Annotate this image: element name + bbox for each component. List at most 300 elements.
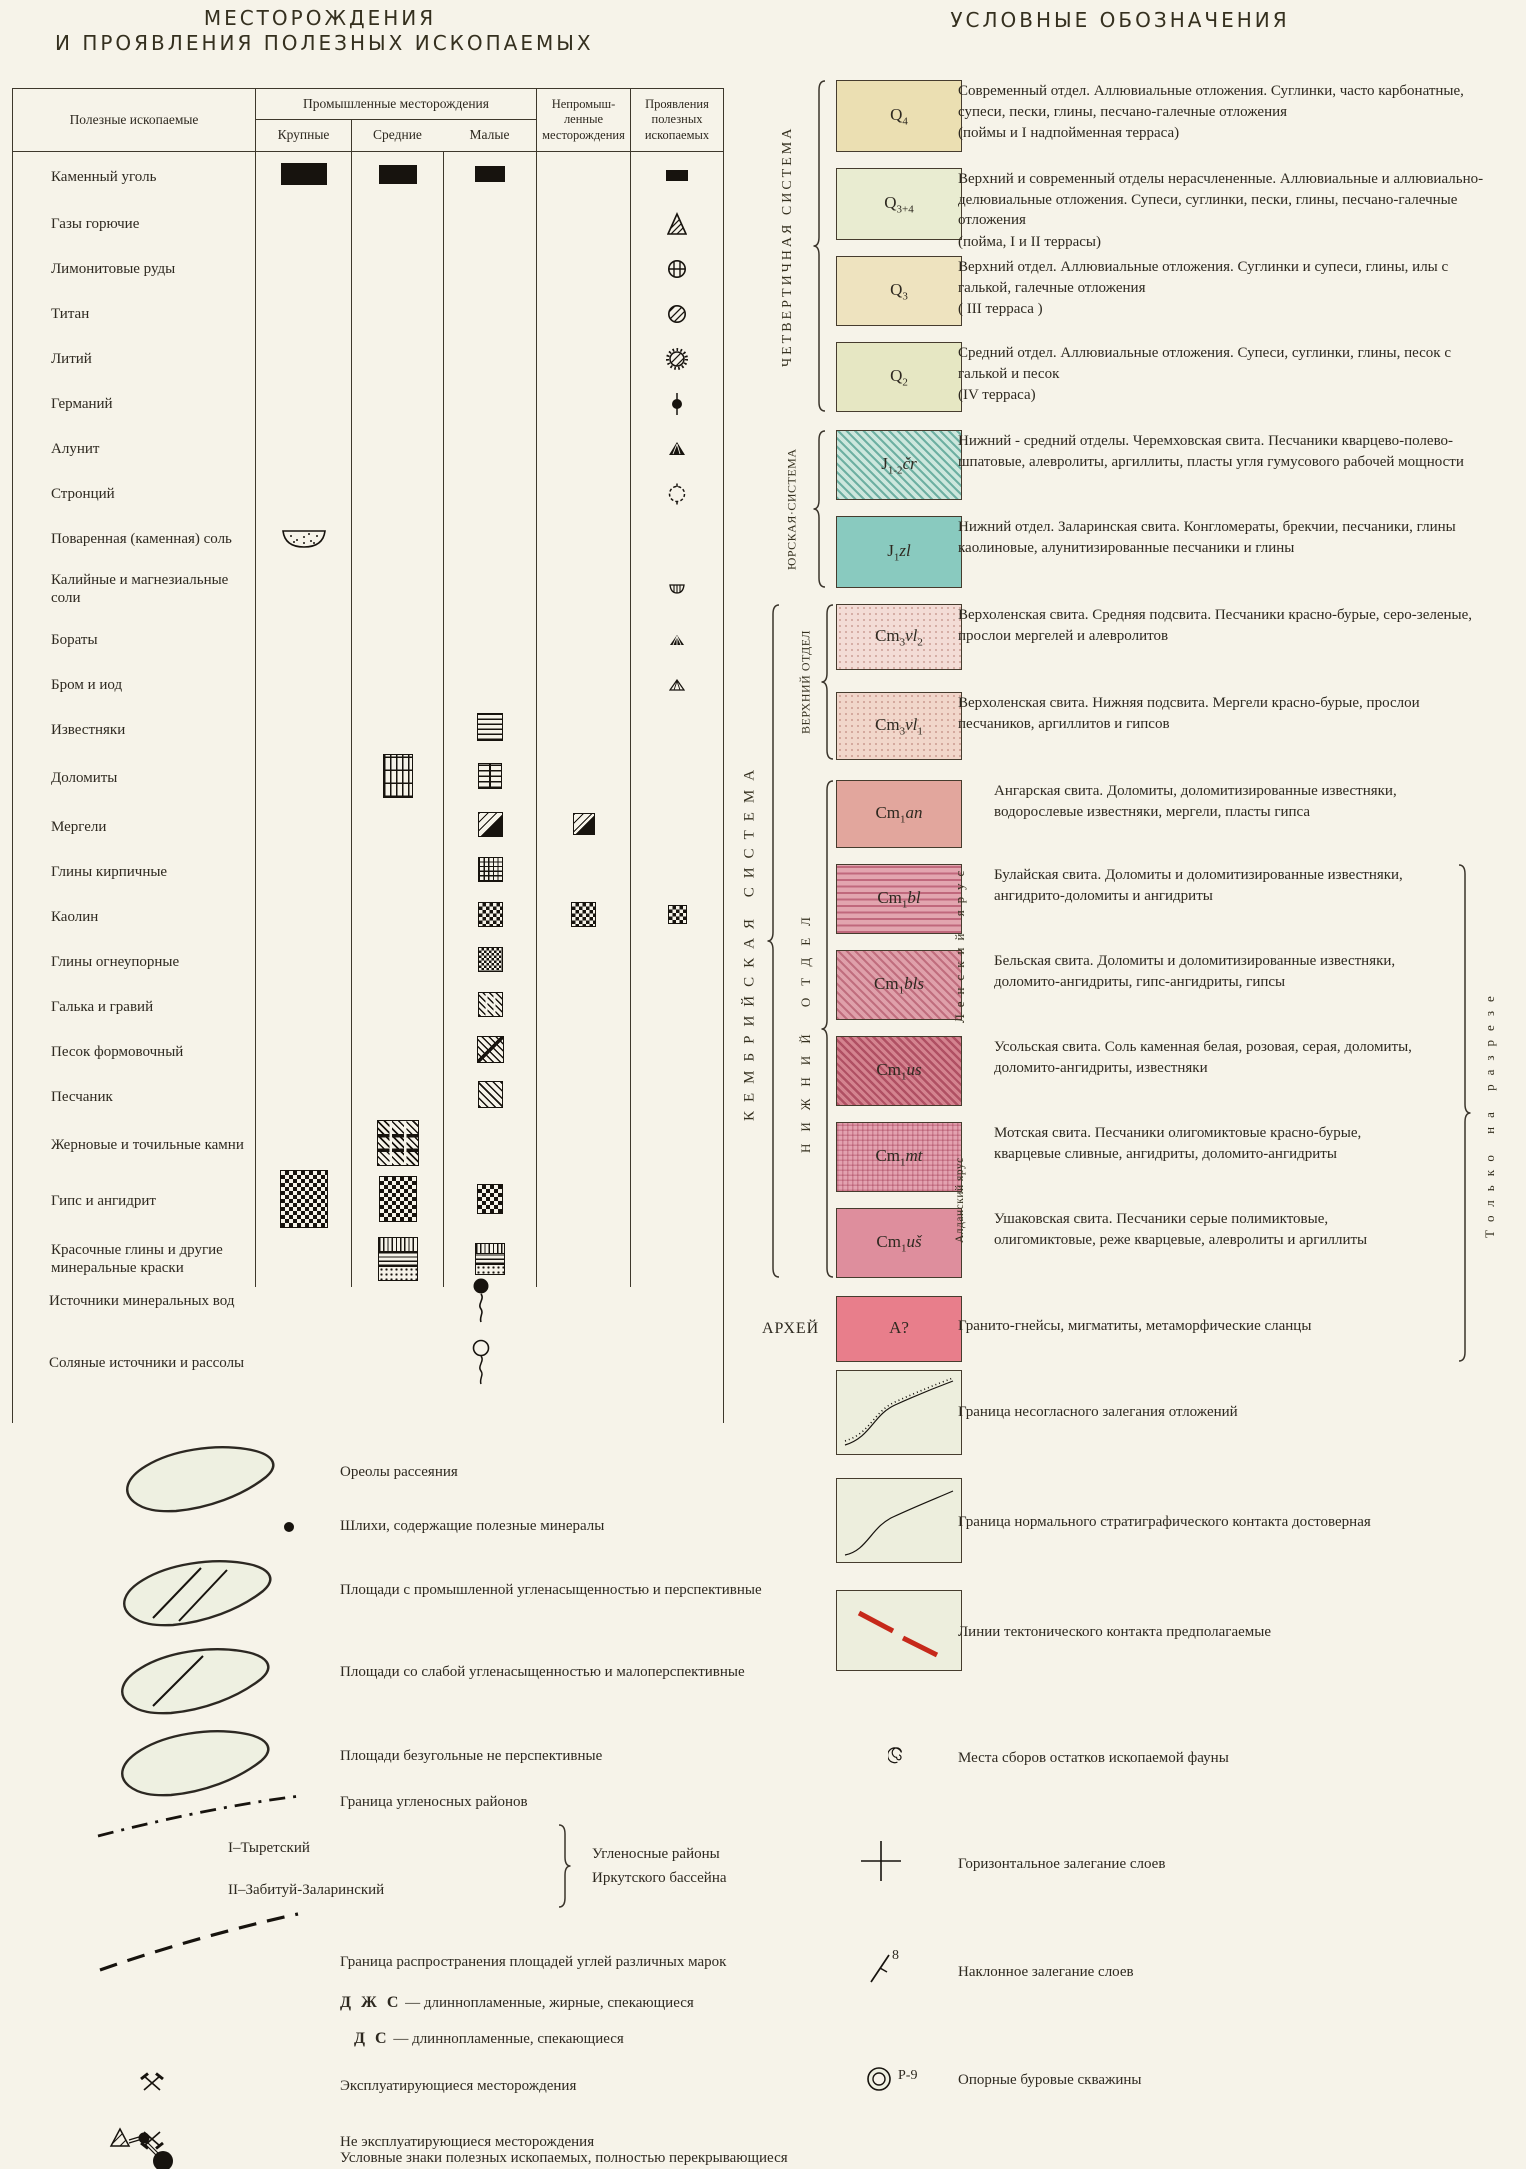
symbol-cell [443, 1119, 536, 1171]
symbol-cell [351, 381, 443, 426]
strat-unit-box [836, 864, 962, 934]
column-header: Проявления полезных ископаемых [630, 89, 723, 151]
code-sub: 1 [893, 551, 900, 564]
strat-unit-box [836, 516, 962, 588]
tect-box [836, 1590, 962, 1671]
circ-spiky-symbol [665, 347, 689, 371]
symbol-cell [351, 201, 443, 246]
symbol-cell [255, 894, 351, 939]
symbol-cell [536, 381, 630, 426]
description-note: (пойма, I и II террасы) [958, 234, 1101, 251]
right-title: УСЛОВНЫЕ ОБОЗНАЧЕНИЯ [950, 8, 1290, 32]
strat-unit-code [875, 626, 923, 648]
strat-unit-description [958, 517, 1488, 559]
dot-symbol [282, 1520, 296, 1534]
symbol-cell [351, 561, 443, 617]
symbol-cell [351, 336, 443, 381]
coal-mark-desc: длиннопламенные, спекающиеся [412, 2031, 624, 2047]
misc-legend-label: Опорные буровые скважины [958, 2072, 1142, 2088]
code-suffix: čr [902, 453, 917, 473]
normal-box [836, 1478, 962, 1563]
strat-unit-code [875, 1146, 922, 1168]
symbol-cell [255, 471, 351, 516]
symbol-cell [536, 246, 630, 291]
symbol-cell [351, 1171, 443, 1231]
symbol-cell [630, 984, 723, 1029]
coal-mark-entry [340, 1992, 900, 2014]
legend-item-label: Площади с промышленной угленасыщенностью и перспективные [340, 1582, 762, 1598]
code-suffix-sub: 1 [917, 725, 923, 738]
code-sub: 1 [900, 1156, 906, 1169]
description-text: Верхоленская свита. Средняя подсвита. Песчаники красно-бурые, серо-зеленые, прослои мергелей и алевролитов [958, 607, 1473, 644]
symbol-cell [630, 1119, 723, 1171]
code-suffix: vl [905, 714, 918, 734]
mineral-name: Жерновые и точильные камни [51, 1137, 244, 1153]
description-note: (IV терраса) [958, 387, 1036, 404]
fan-stripe-symbol [669, 679, 685, 691]
symbol-cell [630, 151, 723, 201]
group-brace-quaternary [812, 80, 828, 417]
strat-unit-box [836, 1208, 962, 1278]
code-main: Cm [876, 1059, 901, 1079]
symbol-cell [351, 1029, 443, 1074]
symbol-cell [255, 151, 351, 201]
mineral-name: Титан [51, 305, 90, 322]
code-sub: 3 [899, 725, 906, 738]
symbol-cell [630, 426, 723, 471]
group-brace-jurassic [812, 430, 828, 593]
strat-unit-box [836, 1036, 962, 1106]
coal-mark-code: Д С [354, 2030, 390, 2047]
symbol-cell [630, 1029, 723, 1074]
column-header: Малые [443, 119, 536, 151]
marl-s-symbol [573, 813, 595, 840]
blob-2-symbol [115, 1556, 285, 1630]
symbol-cell [255, 1029, 351, 1074]
coal-s-symbol [475, 166, 505, 187]
code-suffix: an [905, 802, 923, 822]
strat-unit-code [875, 715, 923, 737]
paint-s-symbol [475, 1243, 505, 1275]
symbol-cell [351, 617, 443, 662]
column-header: Промышленные месторождения [255, 89, 536, 119]
fireclay-symbol [478, 947, 503, 977]
symbol-cell [255, 516, 351, 561]
symbol-cell [255, 561, 351, 617]
code-sub: 3+4 [896, 203, 914, 216]
symbol-cell [630, 246, 723, 291]
symbol-value: Р-9 [898, 2068, 918, 2083]
code-sub: 2 [902, 376, 908, 389]
strat-unit-box [836, 1296, 962, 1362]
gas-tri-symbol [667, 212, 687, 236]
circ-limonite-symbol [667, 259, 687, 279]
coal-l-symbol [281, 163, 327, 190]
districts-note: Угленосные районы [592, 1846, 720, 1862]
circ-hatch-symbol [667, 304, 687, 324]
strat-unit-description [994, 951, 1414, 993]
symbol-cell [630, 1074, 723, 1119]
symbol-cell [443, 894, 536, 939]
symbol-cell [536, 201, 630, 246]
mineral-name: Лимонитовые руды [51, 260, 176, 277]
mineral-name: Каменный уголь [13, 151, 255, 201]
symbol-cell [255, 939, 351, 984]
dot-stem-symbol [669, 392, 685, 416]
gypsum-m-symbol [379, 1176, 417, 1227]
symbol-cell [351, 246, 443, 291]
group-label-cambrian: КЕМБРИЙСКАЯ СИСТЕМА [741, 760, 758, 1122]
mineral-name: Каолин [51, 908, 99, 925]
mineral-deposits-table [12, 88, 724, 1287]
symbol-cell [443, 426, 536, 471]
strat-unit-code [890, 105, 908, 127]
code-main: J [887, 540, 894, 560]
millstone-symbol [377, 1120, 419, 1171]
symbol-cell [255, 1171, 351, 1231]
code-main: Q [884, 192, 897, 212]
coal-marks-boundary-label: Граница распространения площадей углей различных марок [340, 1954, 727, 1970]
legend-item-label: Площади со слабой угленасыщенностью и малоперспективные [340, 1664, 745, 1680]
symbol-cell [255, 246, 351, 291]
group-label-section_only: Только на разрезе [1482, 987, 1497, 1239]
misc-legend-label: Горизонтальное залегание слоев [958, 1856, 1166, 1872]
districts-note: Иркутского бассейна [592, 1870, 727, 1886]
symbol-cell [351, 707, 443, 752]
strat-unit-box [836, 780, 962, 848]
dolomite-m-symbol [383, 754, 413, 803]
kaolin-s-symbol [668, 905, 687, 929]
coal-mark-entry [354, 2028, 914, 2050]
mineral-name: Мергели [51, 818, 107, 835]
dash: — [393, 2031, 409, 2047]
code-suffix: bl [907, 887, 921, 907]
description-text: Верхний отдел. Аллювиальные отложения. Суглинки и супеси, глины, илы с галькой, галечные отложения [958, 259, 1449, 296]
symbol-cell [630, 804, 723, 849]
symbol-cell [536, 1119, 630, 1171]
symbol-cell [351, 426, 443, 471]
symbol-cell [443, 151, 536, 201]
column-header: Крупные [255, 119, 351, 151]
symbol-cell [630, 1171, 723, 1231]
symbol-cell [536, 617, 630, 662]
code-main: J [881, 453, 888, 473]
strat-unit-code [881, 454, 916, 476]
mineral-name: Газы горючие [51, 215, 140, 232]
strat-unit-code [876, 1060, 921, 1082]
symbol-cell [630, 381, 723, 426]
symbol-cell [255, 426, 351, 471]
code-sub: 1 [900, 1242, 907, 1255]
mineral-deposits-extra-rows [12, 1275, 724, 1423]
symbol-cell [255, 617, 351, 662]
column-header: Непромыш-ленные месторождения [536, 89, 630, 151]
code-main: Q [890, 104, 903, 124]
code-main: Cm [874, 973, 899, 993]
strat-unit-code [887, 541, 910, 563]
description-text: Усольская свита. Соль каменная белая, розовая, серая, доломиты, доломито-ангидриты, известняки [994, 1039, 1412, 1076]
symbol-cell [536, 707, 630, 752]
blob-1-symbol [113, 1644, 283, 1718]
coal-mark-desc: длиннопламенные, жирные, спекающиеся [423, 1995, 694, 2011]
mineral-name: Галька и гравий [51, 998, 154, 1015]
mine-legend-label: Эксплуатирующиеся месторождения [340, 2078, 577, 2094]
symbol-cell [255, 849, 351, 894]
group-label-upper: ВЕРХНИЙ ОТДЕЛ [798, 629, 813, 735]
description-text: Гранито-гнейсы, мигматиты, метаморфические сланцы [958, 1318, 1312, 1334]
symbol-cell [443, 201, 536, 246]
mineral-name: Песок формовочный [51, 1043, 184, 1060]
legend-item-label: Шлихи, содержащие полезные минералы [340, 1518, 605, 1534]
symbol-cell [351, 1119, 443, 1171]
code-main: Cm [876, 1231, 901, 1251]
symbol-cell [255, 336, 351, 381]
misc-legend-label: Граница несогласного залегания отложений [958, 1404, 1238, 1420]
symbol-cell [630, 617, 723, 662]
misc-legend-label: Места сборов остатков ископаемой фауны [958, 1750, 1229, 1766]
symbol-cell [630, 291, 723, 336]
symbol-cell [443, 1029, 536, 1074]
mineral-name: Глины огнеупорные [51, 953, 180, 970]
code-suffix: mt [905, 1145, 923, 1165]
left-title-line2: И ПРОЯВЛЕНИЯ ПОЛЕЗНЫХ ИСКОПАЕМЫХ [55, 31, 594, 55]
mineral-name: Бром и иод [51, 676, 123, 693]
symbol-cell [255, 804, 351, 849]
strat-unit-description [994, 1037, 1414, 1079]
strat-unit-box [836, 1122, 962, 1192]
strat-unit-box [836, 168, 962, 240]
description-text: Булайская свита. Доломиты и доломитизированные известняки, ангидрито-доломиты и ангидриты [994, 867, 1403, 904]
symbol-cell [536, 849, 630, 894]
code-suffix: zl [899, 540, 911, 560]
symbol-cell [351, 516, 443, 561]
symbol-cell [255, 201, 351, 246]
mineral-name: Известняки [51, 721, 126, 738]
symbol-cell [351, 662, 443, 707]
symbol-cell [351, 939, 443, 984]
kaolin-m-symbol [571, 902, 596, 932]
spring-open-symbol [471, 1339, 491, 1385]
symbol-cell [351, 894, 443, 939]
description-text: Современный отдел. Аллювиальные отложения. Суглинки, часто карбонатные, супеси, пески, глины, песчано-галечные отложения [958, 83, 1464, 120]
strat-unit-box [836, 950, 962, 1020]
code-suffix: vl [905, 625, 918, 645]
spring-filled-symbol [471, 1277, 491, 1323]
description-note: ( III терраса ) [958, 301, 1043, 318]
group-brace-lower [820, 780, 836, 1283]
symbol-cell [443, 1074, 536, 1119]
gypsum-l-symbol [280, 1170, 328, 1233]
mineral-name: Источники минеральных вод [49, 1293, 235, 1309]
symbol-cell [536, 1171, 630, 1231]
strat-unit-description [958, 605, 1488, 647]
symbol-cell [630, 752, 723, 804]
symbol-cell [443, 804, 536, 849]
symbol-cell [351, 984, 443, 1029]
code-sub: 3 [902, 290, 908, 303]
borehole-symbol [862, 2062, 896, 2096]
symbol-cell [630, 939, 723, 984]
group-label-aldan: Алданский ярус [954, 1157, 966, 1243]
code-main: Cm [875, 1145, 901, 1165]
symbol-cell [630, 707, 723, 752]
symbol-cell [536, 939, 630, 984]
symbol-cell [536, 894, 630, 939]
mineral-name: Бораты [51, 631, 98, 648]
circ-dash-symbol [667, 483, 687, 505]
code-suffix: bls [904, 973, 924, 993]
strat-unit-box [836, 342, 962, 412]
code-main: Cm [875, 802, 901, 822]
symbol-cell [536, 151, 630, 201]
limestone-symbol [477, 713, 503, 746]
blob-symbol [118, 1442, 288, 1516]
symbol-cell [630, 336, 723, 381]
dashdot-symbol [92, 1788, 307, 1843]
coal-mark-code: Д Ж С [340, 1994, 402, 2011]
mine-legend-label: Не эксплуатирующиеся месторождения [340, 2134, 595, 2150]
column-header: Средние [351, 119, 443, 151]
strat-unit-description [958, 257, 1488, 320]
symbol-cell [443, 617, 536, 662]
symbol-cell [536, 1029, 630, 1074]
description-text: Ушаковская свита. Песчаники серые полимиктовые, олигомиктовые, реже кварцевые, алевролиты и аргиллиты [994, 1211, 1368, 1248]
code-suffix-sub: 2 [917, 636, 923, 649]
symbol-cell [536, 426, 630, 471]
symbol-cell [351, 752, 443, 804]
symbol-cell [443, 381, 536, 426]
symbol-cell [351, 804, 443, 849]
description-text: Нижний отдел. Заларинская свита. Конгломераты, брекчии, песчаники, глины каолиновые, алунитизированные песчаники и глины [958, 519, 1456, 556]
symbol-cell [536, 471, 630, 516]
strat-unit-description [958, 81, 1488, 144]
tri-dark-symbol [668, 441, 686, 457]
code-sub: 3 [899, 636, 906, 649]
symbol-cell [536, 516, 630, 561]
strat-unit-description [994, 1209, 1414, 1251]
group-label-quaternary: ЧЕТВЕРТИЧНАЯ СИСТЕМА [780, 125, 795, 367]
legend-item-label: Ореолы рассеяния [340, 1464, 458, 1480]
symbol-cell [630, 471, 723, 516]
symbol-cell [351, 291, 443, 336]
group-label-jurassic: ЮРСКАЯ·СИСТЕМА [784, 448, 799, 570]
strat-unit-box [836, 256, 962, 326]
strat-unit-description [958, 343, 1488, 406]
moldsand-symbol [477, 1036, 504, 1068]
mineral-name: Соляные источники и рассолы [49, 1355, 245, 1371]
mineral-name: Красочные глины и другие минеральные краски [51, 1242, 223, 1276]
code-sub: 1 [900, 1070, 907, 1083]
gravel-symbol [478, 992, 503, 1022]
description-text: Средний отдел. Аллювиальные отложения. Супеси, суглинки, глины, песок с галькой и песок [958, 345, 1451, 382]
symbol-cell [443, 752, 536, 804]
code-sub: 1 [898, 984, 905, 997]
code-main: Q [890, 279, 903, 299]
coal-xs-symbol [666, 168, 688, 186]
description-text: Нижний - средний отделы. Черемховская свита. Песчаники кварцево-полево-шпатовые, алевролиты, аргиллиты, пласты угля гумусового рабочей мощности [958, 433, 1464, 470]
strat-unit-description [958, 693, 1488, 735]
symbol-cell [443, 291, 536, 336]
plus-symbol [858, 1838, 904, 1884]
group-label-lena: Ленский ярус [952, 863, 967, 1023]
mineral-name: Германий [51, 395, 113, 412]
mineral-name: Глины кирпичные [51, 863, 168, 880]
symbol-cell [536, 984, 630, 1029]
strat-unit-code [890, 366, 908, 388]
symbol-cell [443, 1171, 536, 1231]
code-suffix: uš [906, 1231, 922, 1251]
symbol-cell [630, 662, 723, 707]
symbol-cell [255, 984, 351, 1029]
strat-unit-description [994, 781, 1414, 823]
dashes-symbol [92, 1908, 307, 1978]
description-text: Бельская свита. Доломиты и доломитизированные известняки, доломито-ангидриты, гипс-ангидриты, гипсы [994, 953, 1396, 990]
strat-unit-description [994, 1123, 1414, 1165]
mineral-name: Поваренная (каменная) соль [51, 530, 232, 547]
strat-unit-code [876, 1232, 921, 1254]
strat-unit-code [890, 280, 908, 302]
mineral-name: Калийные и магнезиальные соли [51, 572, 229, 606]
symbol-cell [443, 336, 536, 381]
code-main: Cm [875, 625, 900, 645]
symbol-cell [443, 246, 536, 291]
symbol-cell [443, 662, 536, 707]
strat-unit-description [994, 865, 1414, 907]
symbol-cell [536, 291, 630, 336]
symbol-cell [630, 516, 723, 561]
symbol-cell [443, 849, 536, 894]
symbol-value: 8 [892, 1948, 899, 1963]
strat-unit-description [958, 431, 1488, 473]
mineral-name: Гипс и ангидрит [51, 1193, 156, 1209]
symbol-cell [443, 984, 536, 1029]
code-suffix: us [906, 1059, 922, 1079]
symbol-cell [255, 662, 351, 707]
description-text: Ангарская свита. Доломиты, доломитизированные известняки, водорослевые известняки, мергели, пласты гипса [994, 783, 1397, 820]
ksalt-symbol [669, 584, 685, 594]
description-text: Верхоленская свита. Нижняя подсвита. Мергели красно-бурые, прослои песчаников, аргиллитов и гипсов [958, 695, 1420, 732]
symbol-cell [536, 336, 630, 381]
misc-legend-label: Линии тектонического контакта предполагаемые [958, 1624, 1272, 1640]
group-brace-cambrian [766, 604, 782, 1283]
symbol-cell [630, 561, 723, 617]
code-main: Q [890, 365, 903, 385]
brickclay-symbol [478, 857, 503, 887]
symbol-cell [351, 151, 443, 201]
mine-legend-label: Условные знаки полезных ископаемых, полностью перекрывающиеся [340, 2150, 788, 2166]
strat-unit-description [958, 169, 1488, 253]
code-main: A? [889, 1317, 909, 1337]
misc-legend-label: Наклонное залегание слоев [958, 1964, 1134, 1980]
symbol-cell [536, 752, 630, 804]
symbol-cell [351, 471, 443, 516]
fauna-symbol [888, 1746, 908, 1766]
description-note: (поймы и I надпойменная терраса) [958, 125, 1180, 142]
symbol-cell [536, 804, 630, 849]
dash: — [405, 1995, 421, 2011]
symbol-cell [255, 752, 351, 804]
symbol-cell [255, 1074, 351, 1119]
description-text: Мотская свита. Песчаники олигомиктовые красно-бурые, кварцевые сливные, ангидриты, доломито-ангидриты [994, 1125, 1362, 1162]
symbol-cell [536, 662, 630, 707]
symbol-cell [351, 1074, 443, 1119]
group-brace-upper [820, 604, 836, 765]
mineral-name: Литий [51, 350, 92, 367]
legend-item-label: Площади безугольные не перспективные [340, 1748, 603, 1764]
overlap-symbol [108, 2124, 180, 2169]
symbol-cell [443, 561, 536, 617]
column-header: Полезные ископаемые [69, 111, 199, 127]
